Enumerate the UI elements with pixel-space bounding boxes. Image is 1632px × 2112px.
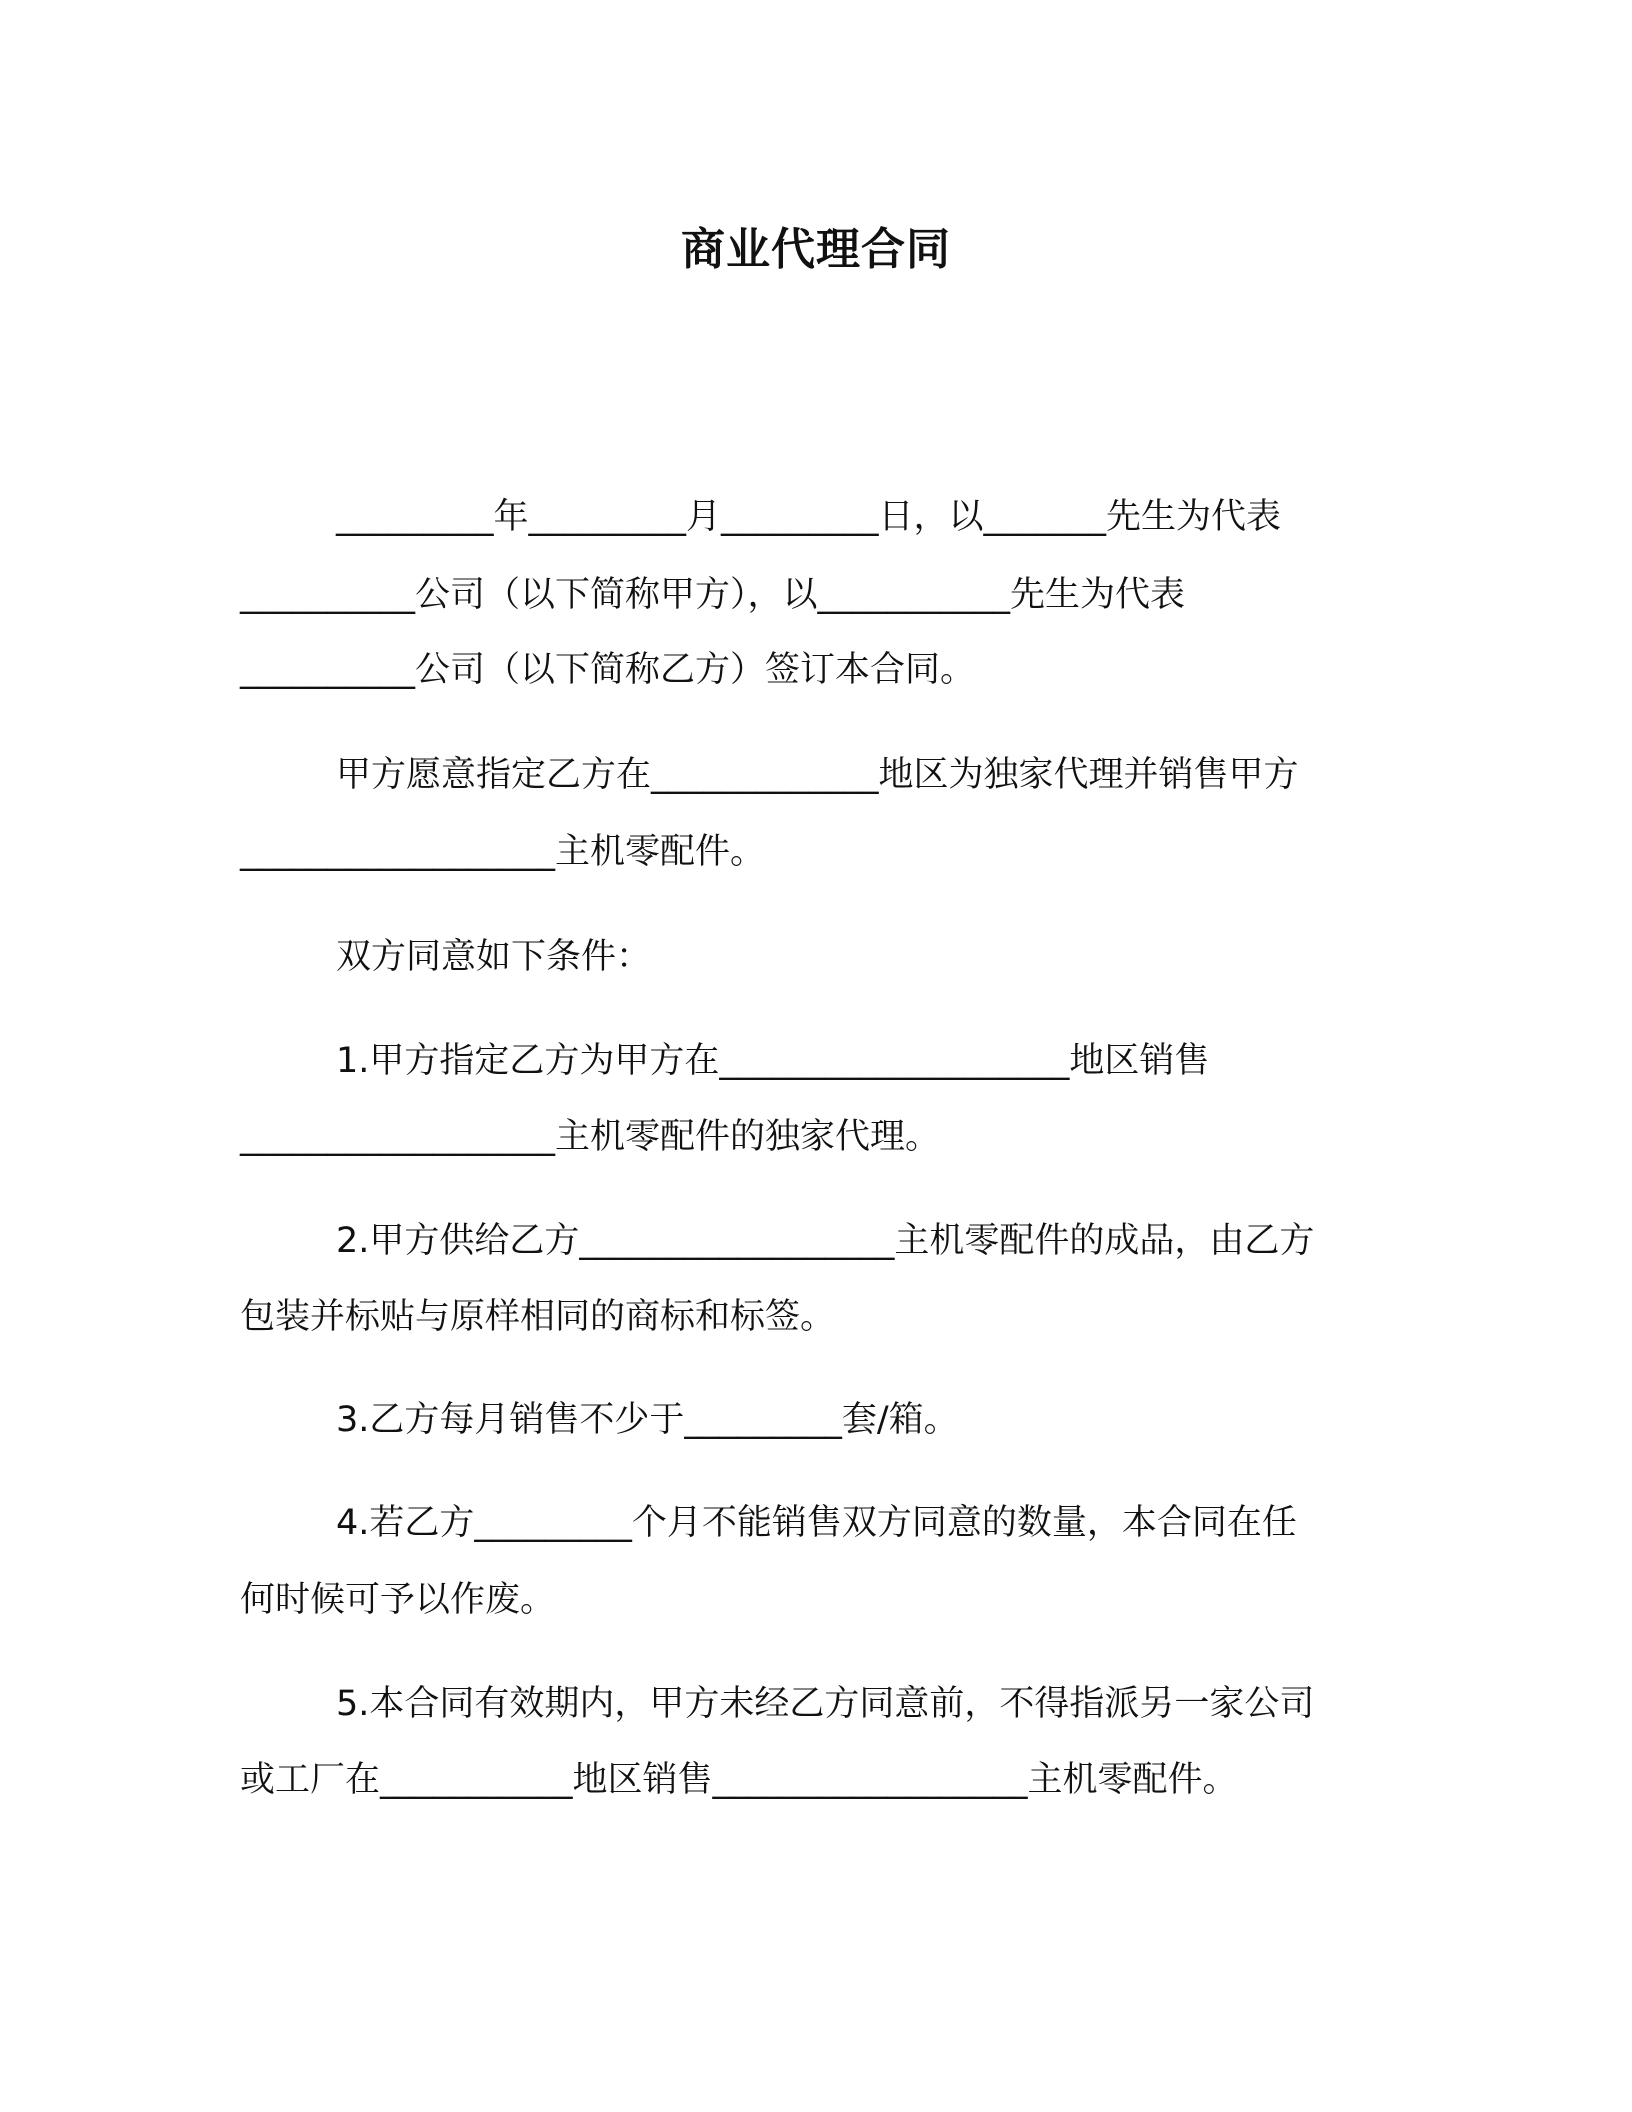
paragraph-intro-line-3: __________公司（以下简称乙方）签订本合同。 xyxy=(240,650,976,690)
clause-2-line-2: 包装并标贴与原样相同的商标和标签。 xyxy=(240,1297,836,1337)
document-title: 商业代理合同 xyxy=(681,224,951,275)
clause-4-line-2: 何时候可予以作废。 xyxy=(240,1580,556,1620)
paragraph-conditions-heading: 双方同意如下条件： xyxy=(336,937,652,977)
clause-5-line-2: 或工厂在___________地区销售__________________主机零配件。 xyxy=(240,1760,1238,1800)
clause-2-line-1: 2.甲方供给乙方__________________主机零配件的成品，由乙方 xyxy=(336,1221,1315,1261)
clause-3-line-1: 3.乙方每月销售不少于_________套/箱。 xyxy=(336,1400,959,1440)
paragraph-intro-line-1: _________年_________月_________日，以_______先生为代表 xyxy=(336,497,1282,537)
paragraph-intro-line-2: __________公司（以下简称甲方），以___________先生为代表 xyxy=(240,575,1186,615)
clause-5-line-1: 5.本合同有效期内，甲方未经乙方同意前，不得指派另一家公司 xyxy=(336,1684,1315,1724)
paragraph-appointment-line-2: __________________主机零配件。 xyxy=(240,832,766,872)
clause-1-line-2: __________________主机零配件的独家代理。 xyxy=(240,1117,941,1157)
clause-1-line-1: 1.甲方指定乙方为甲方在____________________地区销售 xyxy=(336,1041,1210,1081)
paragraph-appointment-line-1: 甲方愿意指定乙方在_____________地区为独家代理并销售甲方 xyxy=(336,755,1299,795)
clause-4-line-1: 4.若乙方_________个月不能销售双方同意的数量，本合同在任 xyxy=(336,1503,1297,1543)
